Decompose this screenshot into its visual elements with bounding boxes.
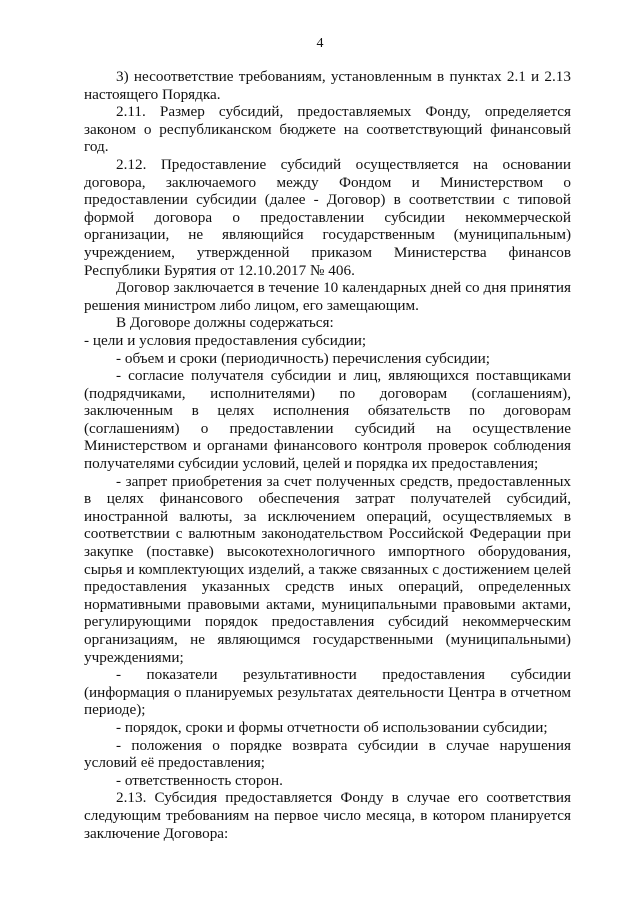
page-number: 4 bbox=[316, 36, 324, 51]
list-item: - цели и условия предоставления субсидии; bbox=[84, 331, 367, 349]
list-item: - объем и сроки (периодичность) перечисления субсидии; bbox=[116, 349, 490, 367]
list-item: - порядок, сроки и формы отчетности об использовании субсидии; bbox=[116, 718, 548, 736]
paragraph: 2.12. Предоставление субсидий осуществляется на основании договора, заключаемого между Фондом и Министерством о предоставлении субсидии (далее - Договор) в соответствии с типовой формой договора о предоставлении субсидии некоммерческой организации, не являющийся государственным (муниципальным) учреждением, утвержденной приказом Министерства финансов Республики Бурятия от 12.10.2017 № 406. bbox=[84, 155, 571, 279]
paragraph: 2.11. Размер субсидий, предоставляемых Фонду, определяется законом о республиканском бюджете на соответствующий финансовый год. bbox=[84, 103, 571, 156]
paragraph: В Договоре должны содержаться: bbox=[116, 314, 334, 332]
list-item: - показатели результативности предоставления субсидии (информация о планируемых результатах деятельности Центра в отчетном периоде); bbox=[84, 666, 571, 719]
paragraph: 3) несоответствие требованиям, установленным в пунктах 2.1 и 2.13 настоящего Порядка. bbox=[84, 68, 571, 103]
list-item: - ответственность сторон. bbox=[116, 771, 283, 789]
list-item: - положения о порядке возврата субсидии в случае нарушения условий её предоставления; bbox=[84, 736, 571, 772]
document-body bbox=[84, 68, 571, 842]
paragraph: Договор заключается в течение 10 календарных дней со дня принятия решения министром либо лицом, его замещающим. bbox=[84, 279, 571, 314]
list-item: - запрет приобретения за счет полученных средств, предоставленных в целях финансового обеспечения затрат получателей субсидий, иностранной валюты, за исключением операций, осуществляемых в соответствии с валютным законодательством Российской Федерации при закупке (поставке) высокотехнологичного импортного оборудования, сырья и комплектующих изделий, а также связанных с достижением целей предоставления указанных средств иных операций, определенных нормативными правовыми актами, муниципальными правовыми актами, регулирующими порядок предоставления субсидий некоммерческим организациям, не являющимся государственными (муниципальными) учреждениями; bbox=[84, 472, 571, 666]
list-item: - согласие получателя субсидии и лиц, являющихся поставщиками (подрядчиками, исполнителями) по договорам (соглашениям), заключенным в целях исполнения обязательств по договорам (соглашениям) о предоставлении субсидий на осуществление Министерством и органами финансового контроля проверок соблюдения получателями субсидии условий, целей и порядка их предоставления; bbox=[84, 367, 571, 473]
paragraph: 2.13. Субсидия предоставляется Фонду в случае его соответствия следующим требованиям на первое число месяца, в котором планируется заключение Договора: bbox=[84, 789, 571, 842]
